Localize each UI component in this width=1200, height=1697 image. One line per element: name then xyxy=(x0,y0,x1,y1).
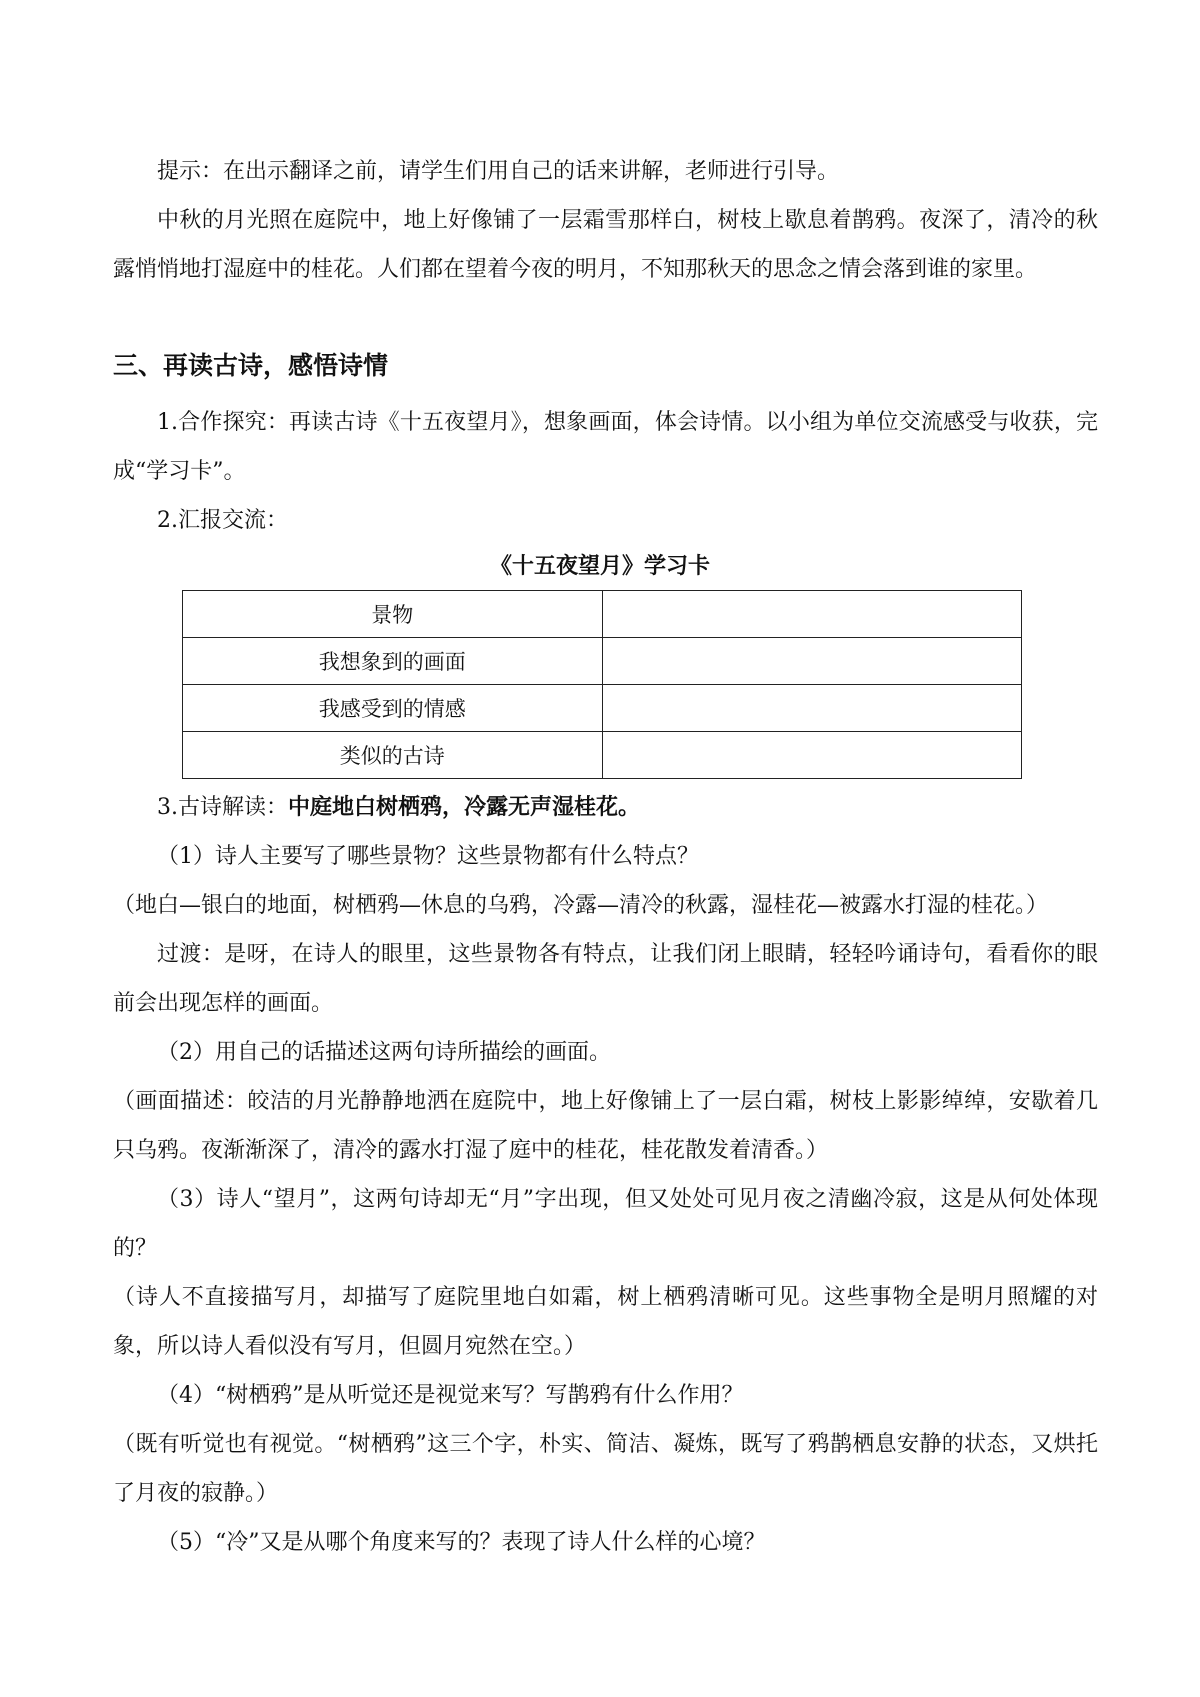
table-row xyxy=(183,591,1022,638)
row-value xyxy=(602,732,1022,779)
question-4: （4）“树栖鸦”是从听觉还是视觉来写？写鹊鸦有什么作用？ xyxy=(157,1383,744,1408)
answer-4: （既有听觉也有视觉。“树栖鸦”这三个字，朴实、简洁、凝炼，既写了鸦鹊栖息安静的状态，又烘托了月夜的寂静。） xyxy=(113,1432,1098,1506)
row-label: 景物 xyxy=(183,591,603,638)
section-heading: 三、再读古诗，感悟诗情 xyxy=(113,351,389,380)
hint-paragraph: 提示：在出示翻译之前，请学生们用自己的话来讲解，老师进行引导。 xyxy=(157,159,840,184)
table-row xyxy=(183,732,1022,779)
study-card-table xyxy=(182,590,1022,779)
study-card-title: 《十五夜望月》学习卡 xyxy=(489,553,710,579)
translation-paragraph: 中秋的月光照在庭院中，地上好像铺了一层霜雪那样白，树枝上歇息着鹊鸦。夜深了，清冷的秋露悄悄地打湿庭中的桂花。人们都在望着今夜的明月，不知那秋天的思念之情会落到谁的家里。 xyxy=(113,208,1098,282)
question-2: （2）用自己的话描述这两句诗所描绘的画面。 xyxy=(157,1040,611,1065)
answer-2: （画面描述：皎洁的月光静静地洒在庭院中，地上好像铺上了一层白霜，树枝上影影绰绰，安歇着几只乌鸦。夜渐渐深了，清冷的露水打湿了庭中的桂花，桂花散发着清香。） xyxy=(113,1089,1098,1163)
item-3-paragraph xyxy=(113,783,1098,832)
answer-1: （地白—银白的地面，树栖鸦—休息的乌鸦，冷露—清冷的秋露，湿桂花—被露水打湿的桂花。） xyxy=(113,893,1049,918)
item-1-paragraph: 1.合作探究：再读古诗《十五夜望月》，想象画面，体会诗情。以小组为单位交流感受与收获，完成“学习卡”。 xyxy=(113,410,1098,484)
table-row xyxy=(183,685,1022,732)
item-2-paragraph: 2.汇报交流： xyxy=(157,508,288,533)
row-value xyxy=(602,638,1022,685)
row-label: 类似的古诗 xyxy=(183,732,603,779)
question-5: （5）“冷”又是从哪个角度来写的？表现了诗人什么样的心境？ xyxy=(157,1530,766,1555)
question-3: （3）诗人“望月”，这两句诗却无“月”字出现，但又处处可见月夜之清幽冷寂，这是从何处体现的？ xyxy=(113,1187,1098,1261)
row-label: 我想象到的画面 xyxy=(183,638,603,685)
answer-3: （诗人不直接描写月，却描写了庭院里地白如霜，树上栖鸦清晰可见。这些事物全是明月照耀的对象，所以诗人看似没有写月，但圆月宛然在空。） xyxy=(113,1285,1098,1359)
item-3-poem-lines: 中庭地白树栖鸦，冷露无声湿桂花。 xyxy=(288,794,641,820)
row-label: 我感受到的情感 xyxy=(183,685,603,732)
item-3-prefix: 3.古诗解读： xyxy=(157,795,288,820)
table-row xyxy=(183,638,1022,685)
question-1: （1）诗人主要写了哪些景物？这些景物都有什么特点？ xyxy=(157,844,699,869)
row-value xyxy=(602,685,1022,732)
transition-paragraph: 过渡：是呀，在诗人的眼里，这些景物各有特点，让我们闭上眼睛，轻轻吟诵诗句，看看你的眼前会出现怎样的画面。 xyxy=(113,942,1098,1016)
row-value xyxy=(602,591,1022,638)
